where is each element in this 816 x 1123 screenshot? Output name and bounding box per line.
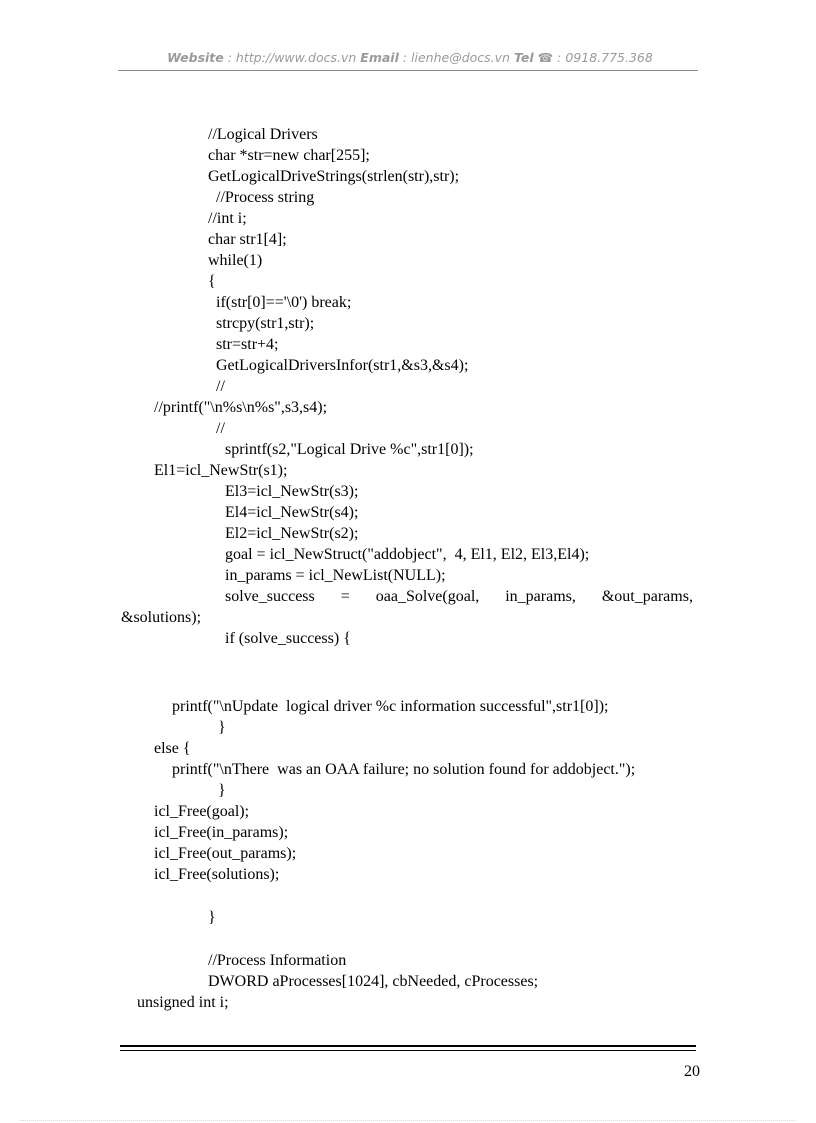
code-line: //int i;: [208, 210, 247, 227]
code-line: }: [218, 719, 226, 736]
code-line: {: [208, 273, 216, 290]
code-line: //Process string: [216, 189, 315, 206]
code-line: str=str+4;: [216, 336, 279, 353]
code-line: GetLogicalDriversInfor(str1,&s3,&s4);: [216, 357, 469, 374]
code-line: printf("\nThere was an OAA failure; no solution found for addobject.");: [172, 761, 636, 778]
header-divider: [118, 70, 698, 71]
code-token: in_params,: [505, 588, 576, 605]
footer-divider-thick: [120, 1045, 696, 1047]
code-line: strcpy(str1,str);: [216, 315, 315, 332]
code-line: }: [208, 909, 216, 926]
code-line: //: [216, 378, 225, 395]
code-line-solve: [225, 586, 693, 607]
code-line: DWORD aProcesses[1024], cbNeeded, cProcesses;: [208, 973, 539, 990]
code-line: icl_Free(in_params);: [154, 824, 289, 841]
code-line: &solutions);: [121, 609, 202, 626]
code-token: =: [340, 588, 350, 605]
phone-icon: ☎: [537, 50, 554, 65]
code-line: char str1[4];: [208, 231, 287, 248]
code-line: //Process Information: [208, 952, 347, 969]
code-line: if(str[0]=='\0') break;: [216, 294, 352, 311]
page-bottom-border: [20, 1120, 796, 1121]
code-token: &out_params,: [601, 588, 693, 605]
code-token: oaa_Solve(goal,: [375, 588, 480, 605]
code-line: icl_Free(out_params);: [154, 845, 297, 862]
page-header: [120, 50, 700, 65]
code-line: El1=icl_NewStr(s1);: [154, 462, 288, 479]
code-line: GetLogicalDriveStrings(strlen(str),str);: [208, 168, 460, 185]
email-value: : lienhe@docs.vn: [398, 50, 514, 65]
code-line: El2=icl_NewStr(s2);: [225, 525, 359, 542]
code-line: icl_Free(goal);: [154, 803, 250, 820]
page-number: 20: [684, 1063, 700, 1080]
footer-divider-thin: [120, 1050, 696, 1051]
code-line: El3=icl_NewStr(s3);: [225, 483, 359, 500]
code-line: in_params = icl_NewList(NULL);: [225, 567, 446, 584]
website-label: Website: [167, 50, 224, 65]
code-line: //: [216, 420, 225, 437]
website-value: : http://www.docs.vn: [223, 50, 361, 65]
code-line: El4=icl_NewStr(s4);: [225, 504, 359, 521]
code-line: }: [218, 782, 226, 799]
code-line: sprintf(s2,"Logical Drive %c",str1[0]);: [225, 441, 474, 458]
code-line: //Logical Drivers: [208, 126, 318, 143]
email-label: Email: [360, 50, 399, 65]
code-line: while(1): [208, 252, 263, 269]
code-line: char *str=new char[255];: [208, 147, 370, 164]
tel-value: : 0918.775.368: [553, 50, 653, 65]
code-line: icl_Free(solutions);: [154, 866, 280, 883]
code-line: if (solve_success) {: [225, 630, 351, 647]
code-line: else {: [154, 740, 191, 757]
code-line: //printf("\n%s\n%s",s3,s4);: [154, 399, 328, 416]
code-line: goal = icl_NewStruct("addobject", 4, El1, El2, El3,El4);: [225, 546, 590, 563]
tel-label: Tel: [513, 50, 534, 65]
code-line: printf("\nUpdate logical driver %c information successful",str1[0]);: [172, 698, 609, 715]
code-token: solve_success: [225, 588, 315, 605]
code-line: unsigned int i;: [137, 994, 229, 1011]
